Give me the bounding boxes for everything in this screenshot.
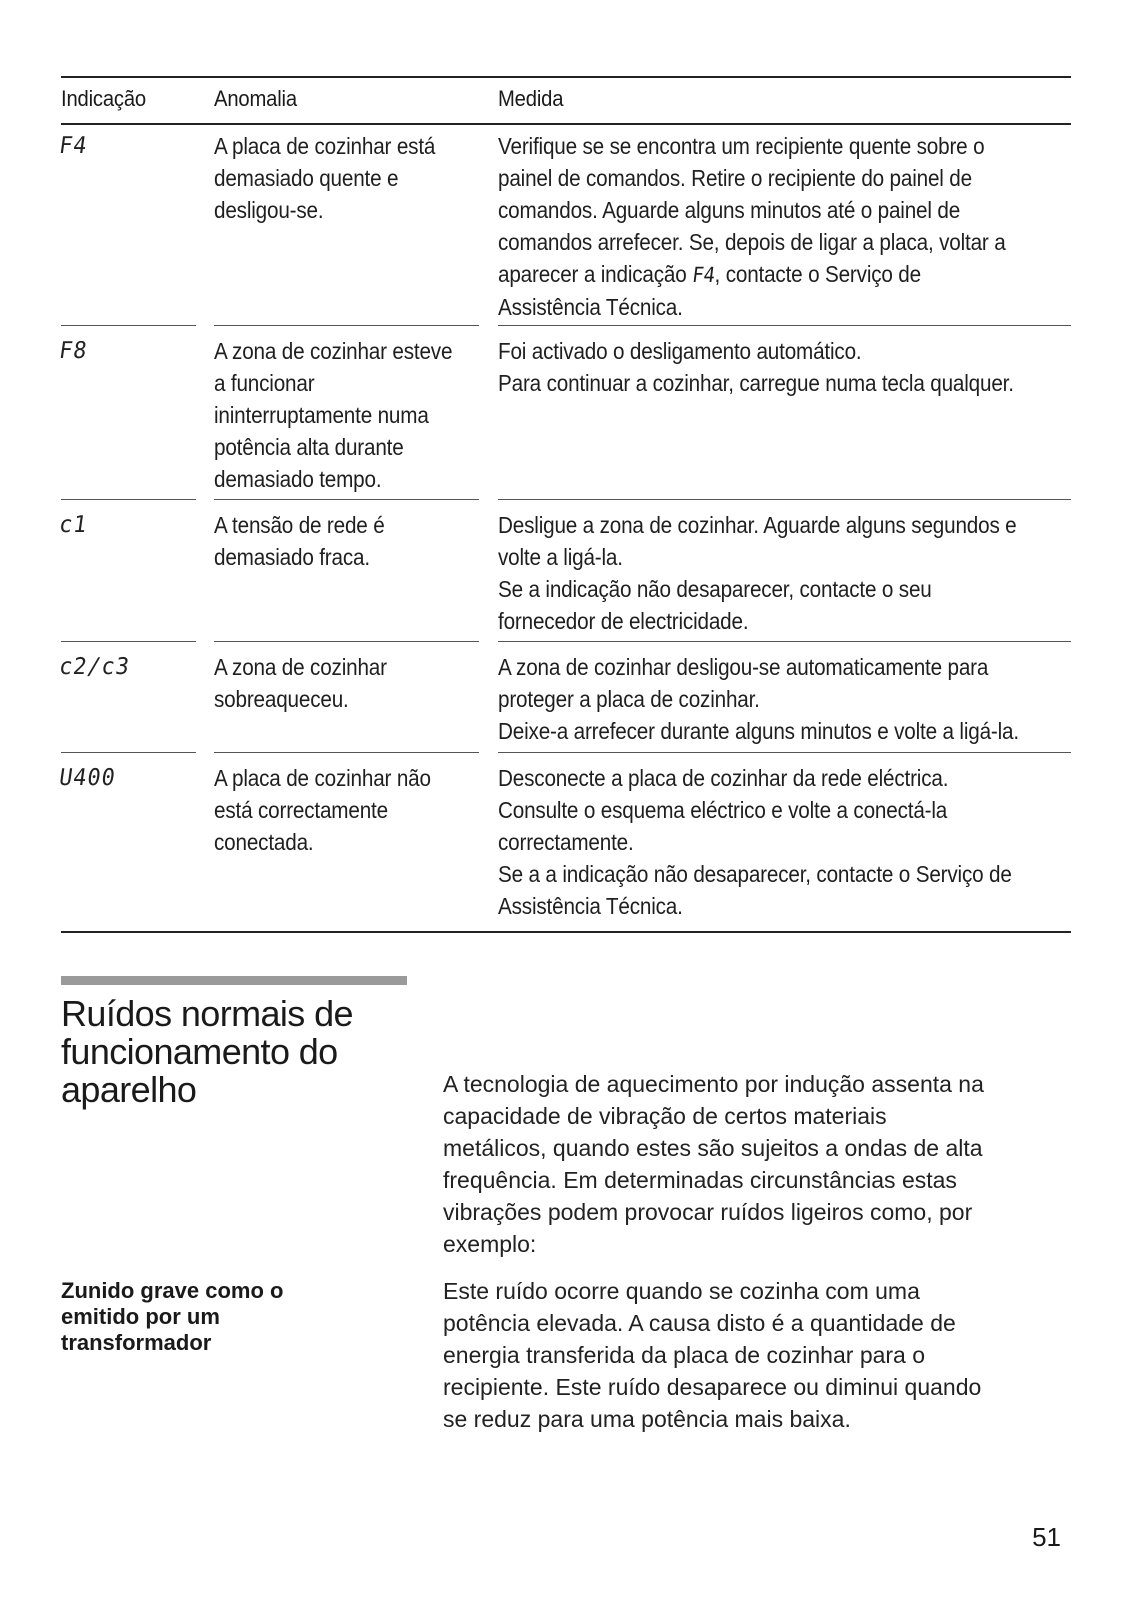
low-hum-paragraph: Este ruído ocorre quando se cozinha com uma potência elevada. A causa disto é a quantidade de energia transferida da placa de cozinhar para o recipiente. Este ruído desaparece ou diminui quando se reduz para uma potência mais baixa. — [443, 1278, 982, 1432]
code-c1: c1 — [57, 512, 90, 538]
row-divider — [498, 752, 1071, 753]
row-f4-medida: Verifique se se encontra um recipiente quente sobre o painel de comandos. Retire o recipiente do painel de comandos. Aguarde alguns minutos até o painel de comandos arrefecer. Se, depois de ligar a placa, voltar a aparecer a indicação F4, contacte o Serviço de Assistência Técnica. — [498, 133, 1006, 320]
row-u400-anomalia: A placa de cozinhar não está correctamente conectada. — [214, 765, 431, 855]
code-f4: F4 — [57, 133, 90, 159]
row-divider — [498, 499, 1071, 500]
row-divider — [214, 499, 479, 500]
section-accent-bar — [61, 976, 407, 985]
row-divider — [61, 641, 196, 642]
section-title: Ruídos normais de funcionamento do aparelho — [61, 993, 353, 1110]
row-c2c3-medida: A zona de cozinhar desligou-se automaticamente para proteger a placa de cozinhar. Deixe-a arrefecer durante alguns minutos e volte a ligá-la. — [498, 654, 1019, 744]
row-c2c3-anomalia: A zona de cozinhar sobreaqueceu. — [214, 654, 387, 712]
section-intro-paragraph: A tecnologia de aquecimento por indução assenta na capacidade de vibração de certos materiais metálicos, quando estes são sujeitos a ondas de alta frequência. Em determinadas circunstâncias estas vibrações podem provocar ruídos ligeiros como, por exemplo: — [443, 1071, 984, 1257]
table-bottom-rule — [61, 931, 1071, 933]
row-divider — [61, 752, 196, 753]
code-f8: F8 — [57, 338, 90, 364]
header-indicacao: Indicação — [61, 86, 146, 111]
subheading-low-hum: Zunido grave como o emitido por um transformador — [61, 1278, 284, 1355]
header-medida: Medida — [498, 86, 564, 111]
code-u400: U400 — [57, 765, 118, 791]
row-f4-anomalia: A placa de cozinhar está demasiado quente e desligou-se. — [214, 133, 436, 223]
row-divider — [214, 641, 479, 642]
row-divider — [214, 325, 479, 326]
inline-code-f4: F4 — [690, 263, 717, 287]
row-c1-medida: Desligue a zona de cozinhar. Aguarde alguns segundos e volte a ligá-la. Se a indicação não desaparecer, contacte o seu fornecedor de electricidade. — [498, 512, 1017, 634]
code-c2-c3: c2/c3 — [57, 654, 132, 680]
row-divider — [498, 325, 1071, 326]
header-anomalia: Anomalia — [214, 86, 297, 111]
row-c1-anomalia: A tensão de rede é demasiado fraca. — [214, 512, 385, 570]
page-number: 51 — [1032, 1522, 1061, 1552]
row-divider — [498, 641, 1071, 642]
table-top-rule — [61, 76, 1071, 78]
row-f8-medida: Foi activado o desligamento automático. Para continuar a cozinhar, carregue numa tecla qualquer. — [498, 338, 1014, 396]
row-f8-anomalia: A zona de cozinhar esteve a funcionar ininterruptamente numa potência alta durante demasiado tempo. — [214, 338, 453, 492]
row-divider — [61, 499, 196, 500]
table-header-rule — [61, 123, 1071, 125]
row-divider — [61, 325, 196, 326]
row-divider — [214, 752, 479, 753]
row-u400-medida: Desconecte a placa de cozinhar da rede eléctrica. Consulte o esquema eléctrico e volte a conectá-la correctamente. Se a a indicação não desaparecer, contacte o Serviço de Assistência Técnica. — [498, 765, 1012, 919]
